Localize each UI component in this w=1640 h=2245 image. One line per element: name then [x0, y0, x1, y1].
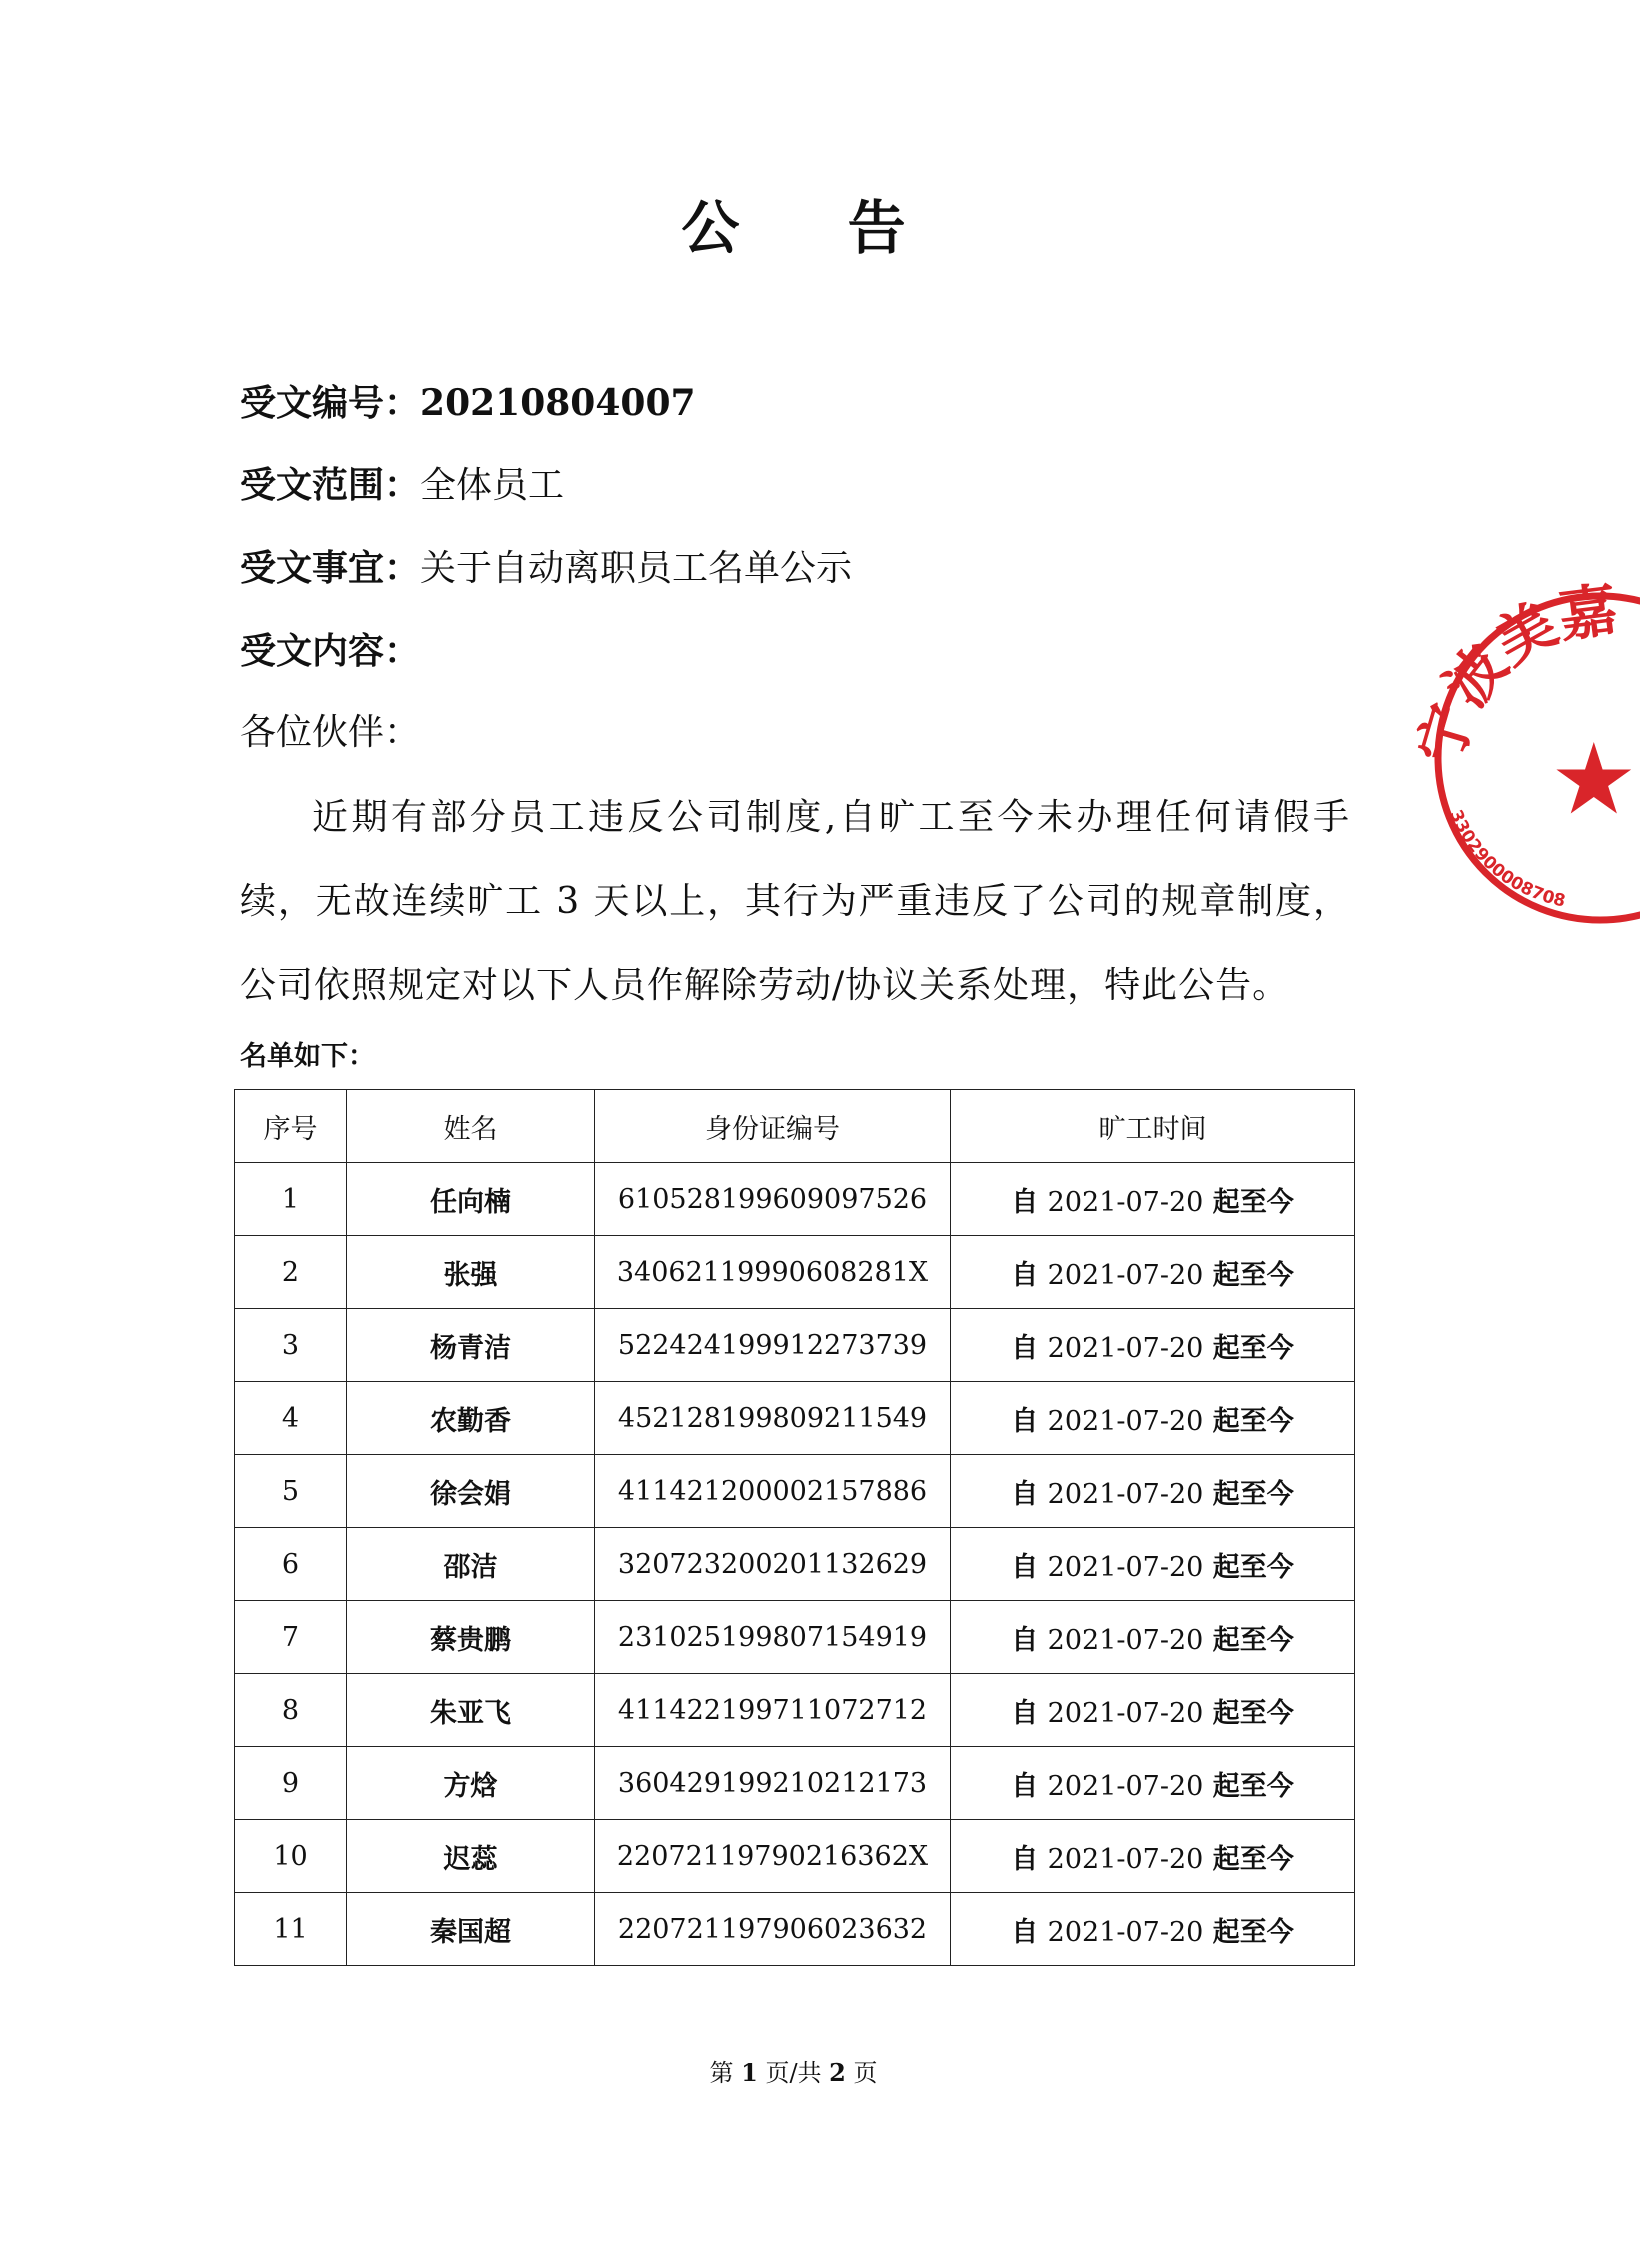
cell-id: 610528199609097526	[595, 1163, 951, 1236]
table-row	[235, 1601, 1355, 1674]
cell-time: 自 2021-07-20 起至今	[951, 1674, 1355, 1747]
footer-middle: 页/共	[757, 2059, 830, 2087]
seal-star-icon	[1556, 742, 1631, 814]
field-scope-label: 受文范围：	[240, 464, 421, 506]
field-number	[240, 378, 696, 429]
field-number-value: 20210804007	[420, 382, 696, 424]
table-row	[235, 1747, 1355, 1820]
header-no: 序号	[235, 1090, 347, 1163]
cell-no: 2	[235, 1236, 347, 1309]
cell-time: 自 2021-07-20 起至今	[951, 1309, 1355, 1382]
body-paragraph: 近期有部分员工违反公司制度,自旷工至今未办理任何请假手续，无故连续旷工 3 天以上，其行为严重违反了公司的规章制度，公司依照规定对以下人员作解除劳动/协议关系处理，特此公告。	[240, 797, 1350, 1006]
cell-no: 6	[235, 1528, 347, 1601]
cell-name: 徐会娟	[347, 1455, 595, 1528]
cell-id: 411422199711072712	[595, 1674, 951, 1747]
table-row	[235, 1893, 1355, 1966]
field-content-label: 受文内容：	[240, 630, 421, 672]
document-title: 公 告	[681, 194, 950, 262]
table-row	[235, 1163, 1355, 1236]
cell-name: 邵洁	[347, 1528, 595, 1601]
cell-name: 任向楠	[347, 1163, 595, 1236]
table-row	[235, 1455, 1355, 1528]
cell-id: 360429199210212173	[595, 1747, 951, 1820]
seal-number: 3302900008708	[1445, 807, 1568, 912]
header-time: 旷工时间	[951, 1090, 1355, 1163]
field-matter	[240, 543, 852, 594]
greeting: 各位伙伴：	[240, 712, 421, 753]
header-name: 姓名	[347, 1090, 595, 1163]
table-row	[235, 1236, 1355, 1309]
cell-id: 22072119790216362X	[595, 1820, 951, 1893]
cell-name: 方焓	[347, 1747, 595, 1820]
footer-page-number: 1	[741, 2058, 758, 2087]
table-header-row	[235, 1090, 1355, 1163]
cell-no: 3	[235, 1309, 347, 1382]
cell-id: 320723200201132629	[595, 1528, 951, 1601]
cell-id: 220721197906023632	[595, 1893, 951, 1966]
field-scope-value: 全体员工	[420, 465, 565, 506]
cell-time: 自 2021-07-20 起至今	[951, 1820, 1355, 1893]
cell-no: 7	[235, 1601, 347, 1674]
list-label: 名单如下：	[240, 1041, 375, 1072]
cell-no: 9	[235, 1747, 347, 1820]
cell-time: 自 2021-07-20 起至今	[951, 1163, 1355, 1236]
cell-no: 5	[235, 1455, 347, 1528]
cell-time: 自 2021-07-20 起至今	[951, 1382, 1355, 1455]
cell-time: 自 2021-07-20 起至今	[951, 1528, 1355, 1601]
cell-no: 8	[235, 1674, 347, 1747]
field-matter-value: 关于自动离职员工名单公示	[420, 548, 853, 589]
field-scope	[240, 460, 564, 511]
header-id: 身份证编号	[595, 1090, 951, 1163]
cell-name: 秦国超	[347, 1893, 595, 1966]
employee-table	[234, 1089, 1355, 1966]
cell-time: 自 2021-07-20 起至今	[951, 1455, 1355, 1528]
cell-time: 自 2021-07-20 起至今	[951, 1747, 1355, 1820]
cell-no: 4	[235, 1382, 347, 1455]
footer-prefix: 第	[709, 2059, 742, 2087]
cell-name: 迟蕊	[347, 1820, 595, 1893]
seal-name: 宁波美嘉瑞特	[1370, 524, 1622, 772]
cell-no: 10	[235, 1820, 347, 1893]
cell-no: 11	[235, 1893, 347, 1966]
cell-id: 452128199809211549	[595, 1382, 951, 1455]
cell-id: 34062119990608281X	[595, 1236, 951, 1309]
table-body	[235, 1163, 1355, 1966]
cell-id: 522424199912273739	[595, 1309, 951, 1382]
field-matter-label: 受文事宜：	[240, 547, 421, 589]
table-row	[235, 1820, 1355, 1893]
cell-time: 自 2021-07-20 起至今	[951, 1601, 1355, 1674]
footer-total-pages: 2	[829, 2058, 846, 2087]
cell-name: 张强	[347, 1236, 595, 1309]
cell-name: 农勤香	[347, 1382, 595, 1455]
field-number-label: 受文编号：	[240, 382, 421, 424]
cell-time: 自 2021-07-20 起至今	[951, 1893, 1355, 1966]
cell-name: 朱亚飞	[347, 1674, 595, 1747]
cell-name: 杨青洁	[347, 1309, 595, 1382]
company-seal	[1370, 524, 1640, 938]
table-row	[235, 1528, 1355, 1601]
table-row	[235, 1382, 1355, 1455]
table-row	[235, 1309, 1355, 1382]
cell-no: 1	[235, 1163, 347, 1236]
page-footer	[0, 2055, 1587, 2091]
cell-id: 411421200002157886	[595, 1455, 951, 1528]
field-content	[240, 626, 420, 677]
footer-suffix: 页	[845, 2059, 878, 2087]
cell-name: 蔡贵鹏	[347, 1601, 595, 1674]
cell-time: 自 2021-07-20 起至今	[951, 1236, 1355, 1309]
table-row	[235, 1674, 1355, 1747]
cell-id: 231025199807154919	[595, 1601, 951, 1674]
